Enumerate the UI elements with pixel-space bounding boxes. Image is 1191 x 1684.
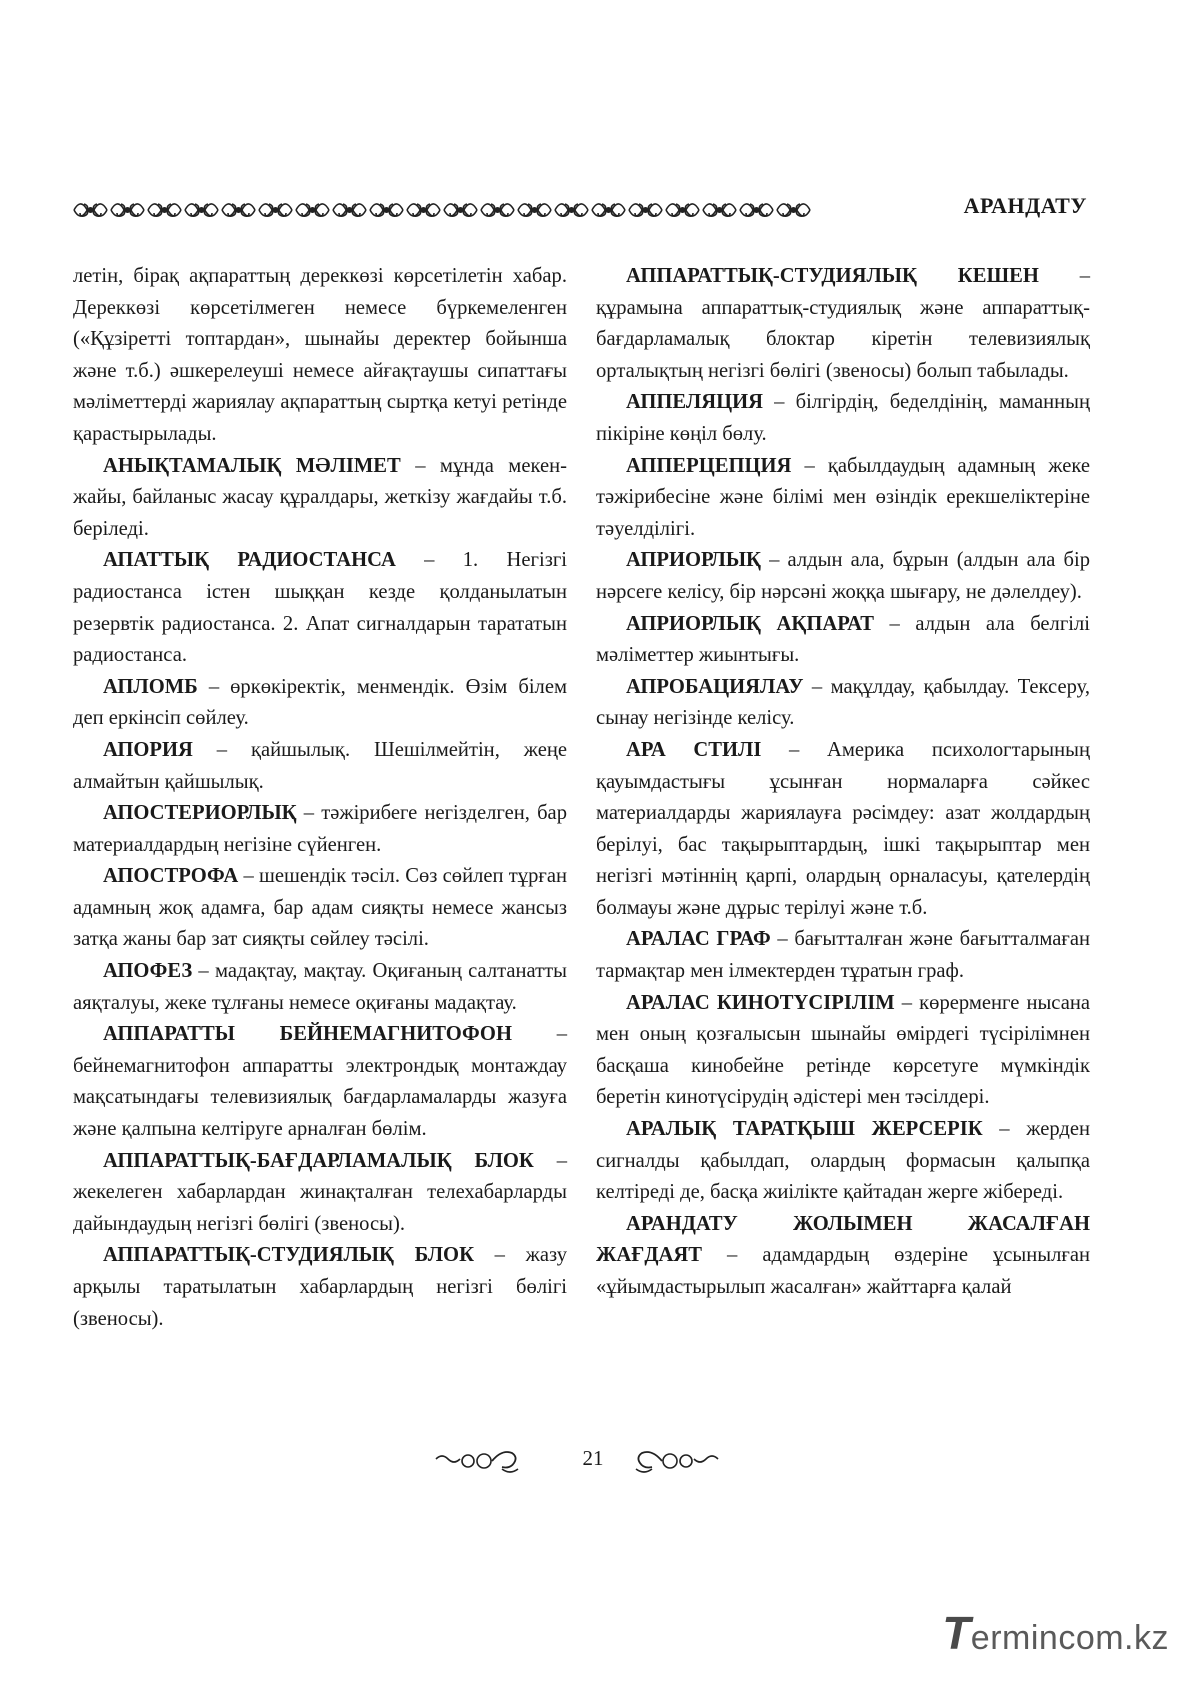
entry-term: АПРИОРЛЫҚ АҚПАРАТ: [626, 612, 874, 635]
entry-term: АРА СТИЛІ: [626, 738, 762, 761]
ornament-motif: [629, 204, 662, 216]
site-watermark: [942, 1606, 1169, 1660]
dictionary-entry: [73, 261, 567, 451]
dictionary-entry: [596, 988, 1090, 1114]
dictionary-entry: [73, 451, 567, 546]
header-ornament-band: [72, 197, 812, 223]
entry-definition: – алдын ала белгілі мәліметтер жиынтығы.: [596, 612, 1090, 667]
entry-term: АППЕЛЯЦИЯ: [626, 391, 763, 414]
dictionary-entry: [596, 387, 1090, 450]
ornament-motif: [185, 204, 218, 216]
entry-term: АРАЛЫҚ ТАРАТҚЫШ ЖЕРСЕРІК: [626, 1118, 983, 1141]
entry-term: АНЫҚТАМАЛЫҚ МӘЛІМЕТ: [103, 454, 401, 477]
entry-definition: – жерден сигналды қабылдап, олардың формасын қалыпқа келтіреді де, басқа жиілікте қайтадан жерге жібереді.: [596, 1118, 1090, 1204]
ornament-motif: [259, 204, 292, 216]
entry-definition: – мадақтау, мақтау. Оқиғаның салтанатты аяқталуы, жеке тұлғаны немесе оқиғаны мадақтау.: [73, 960, 567, 1014]
ornament-motif: [592, 204, 625, 216]
entry-term: АПОФЕЗ: [103, 960, 193, 983]
entry-definition: – мақұлдау, қабылдау. Тексеру, сынау негізінде келісу.: [596, 675, 1090, 730]
entry-term: АППАРАТТЫҚ-БАҒДАРЛАМАЛЫҚ БЛОК: [103, 1149, 534, 1172]
entry-definition: – тәжірибеге негізделген, бар материалдардың негізіне сүйенген.: [73, 802, 567, 856]
left-column: [73, 261, 567, 1335]
footer-ornament-right: [632, 1447, 722, 1477]
entry-definition: – өркөкіректік, менмендік. Өзім білем деп еркінсіп сөйлеу.: [73, 675, 567, 730]
ornament-motif: [703, 204, 736, 216]
entry-term: АПАТТЫҚ РАДИОСТАНСА: [103, 549, 396, 572]
right-column: [596, 261, 1090, 1304]
ornament-motif: [111, 204, 144, 216]
entry-term: АППАРАТТЫ БЕЙНЕМАГНИТОФОН: [103, 1023, 512, 1046]
entry-definition: – құрамына аппараттық-студиялық және аппараттық-бағдарламалық блоктар кіретін телевизиялық орталықтың негізгі бөлігі (звеносы) болып табылады.: [596, 265, 1090, 382]
entry-definition: – Америка психологтарының қауымдастығы ұсынған нормаларға сәйкес материалдарды жариялауға рәсімдеу: азат жолдардың берілуі, бас тақырыптардың, ішкі тақырыптар мен негізгі мәтіннің қарпі, олардың орналасуы, қателердің болмауы және дұрыс терілуі және т.б.: [596, 738, 1090, 919]
dictionary-entry: [73, 672, 567, 735]
dictionary-entry: [73, 1019, 567, 1145]
entry-definition: – адамдардың өздеріне ұсынылған «ұйымдастырылып жасалған» жайттарға қалай: [596, 1244, 1090, 1298]
entry-term: АПОСТЕРИОРЛЫҚ: [103, 802, 297, 825]
dictionary-entry: [596, 1114, 1090, 1209]
entry-term: АРАНДАТУ ЖОЛЫМЕН ЖАСАЛҒАН ЖАҒДАЯТ: [596, 1212, 1090, 1267]
entry-definition: – жазу арқылы таратылатын хабарлардың негізгі бөлігі (звеносы).: [73, 1244, 567, 1330]
entry-term: АРАЛАС КИНОТҮСІРІЛІМ: [626, 991, 895, 1014]
entry-definition: – білгірдің, беделдінің, маманның пікіріне көңіл бөлу.: [596, 391, 1090, 445]
entry-definition: – жекелеген хабарлардан жинақталған телехабарларды дайындаудың негізгі бөлігі (звеносы).: [73, 1149, 567, 1235]
entry-term: АПОРИЯ: [103, 738, 193, 761]
dictionary-entry: [596, 735, 1090, 925]
dictionary-entry: [596, 924, 1090, 987]
dictionary-entry: [596, 609, 1090, 672]
ornament-motif: [148, 204, 181, 216]
entry-term: АППЕРЦЕПЦИЯ: [626, 454, 792, 477]
ornament-motif: [555, 204, 588, 216]
ornament-motif: [444, 204, 477, 216]
dictionary-entry: [596, 672, 1090, 735]
entry-term: АРАЛАС ГРАФ: [626, 928, 771, 951]
ornament-motif: [481, 204, 514, 216]
entry-term: АПОСТРОФА: [103, 865, 239, 888]
entry-definition: – қайшылық. Шешілмейтін, жеңе алмайтын қайшылық.: [73, 738, 567, 793]
entry-term: АПРИОРЛЫҚ: [626, 549, 761, 572]
ornament-motif: [74, 204, 107, 216]
ornament-motif: [407, 204, 440, 216]
entry-definition: – мұнда мекен-жайы, байланыс жасау құралдары, жеткізу жағдайы т.б. беріледі.: [73, 454, 567, 540]
footer-ornament-left: [432, 1447, 522, 1477]
entry-term: АПЛОМБ: [103, 675, 198, 698]
entry-definition: – 1. Негізгі радиостанса істен шыққан кезде қолданылатын резервтік радиостанса. 2. Апат сигналдарын тарататын радиостанса.: [73, 549, 567, 667]
dictionary-entry: [73, 861, 567, 956]
entry-definition: – бағытталған және бағытталмаған тармақтар мен ілмектерден тұратын граф.: [596, 928, 1090, 983]
ornament-motif: [296, 204, 329, 216]
entry-definition: – қабылдаудың адамның жеке тәжірибесіне және білімі мен өзіндік ерекшеліктеріне тәуелділігі.: [596, 454, 1090, 540]
dictionary-entry: [596, 545, 1090, 608]
ornament-motif: [333, 204, 366, 216]
dictionary-entry: [73, 545, 567, 671]
entry-definition: – көрерменге нысана мен оның қозғалысын шынайы өмірдегі түсірілімнен басқаша кинобейне ретінде көрсетуге мүмкіндік беретін кинотүсірудің әдістері мен тәсілдері.: [596, 991, 1090, 1109]
dictionary-entry: [73, 956, 567, 1019]
dictionary-entry: [73, 735, 567, 798]
entry-term: АПРОБАЦИЯЛАУ: [626, 675, 804, 698]
entry-definition: – бейнемагнитофон аппаратты электрондық монтаждау мақсатындағы телевизиялық бағдарламаларды жазуға және қалпына келтіруге арналған бөлім.: [73, 1023, 567, 1141]
ornament-motif: [777, 204, 810, 216]
watermark-text: ermincom.kz: [970, 1619, 1169, 1657]
ornament-motif: [370, 204, 403, 216]
dictionary-entry: [73, 1240, 567, 1335]
dictionary-entry: [73, 1146, 567, 1241]
entry-definition: – алдын ала, бұрын (алдын ала бір нәрсеге келісу, бір нәрсәні жоққа шығару, не дәлелдеу).: [596, 549, 1090, 603]
ornament-motif: [222, 204, 255, 216]
page-number: 21: [582, 1446, 604, 1470]
dictionary-entry: [596, 261, 1090, 387]
entry-definition: летін, бірақ ақпараттың дереккөзі көрсетілетін хабар. Дереккөзі көрсетілмеген немесе бүркемеленген («Құзіретті топтардан», шынайы деректер бойынша және т.б.) әшкерелеуші немесе айғақтаушы сипаттағы мәліметтерді жариялау ақпараттың сыртқа кетуі ретінде қарастырылады.: [73, 265, 567, 445]
entry-definition: – шешендік тәсіл. Сөз сөйлеп тұрған адамның жоқ адамға, бар адам сияқты немесе жансыз затқа жаны бар зат сияқты сөйлеу тәсілі.: [73, 865, 567, 951]
dictionary-entry: [73, 798, 567, 861]
ornament-motif: [740, 204, 773, 216]
watermark-initial: T: [942, 1607, 971, 1659]
ornament-motif: [518, 204, 551, 216]
entry-term: АППАРАТТЫҚ-СТУДИЯЛЫҚ БЛОК: [103, 1244, 475, 1267]
dictionary-entry: [596, 451, 1090, 546]
entry-term: АППАРАТТЫҚ-СТУДИЯЛЫҚ КЕШЕН: [626, 265, 1039, 287]
ornament-motif: [666, 204, 699, 216]
dictionary-entry: [596, 1209, 1090, 1304]
running-head: АРАНДАТУ: [963, 193, 1087, 218]
